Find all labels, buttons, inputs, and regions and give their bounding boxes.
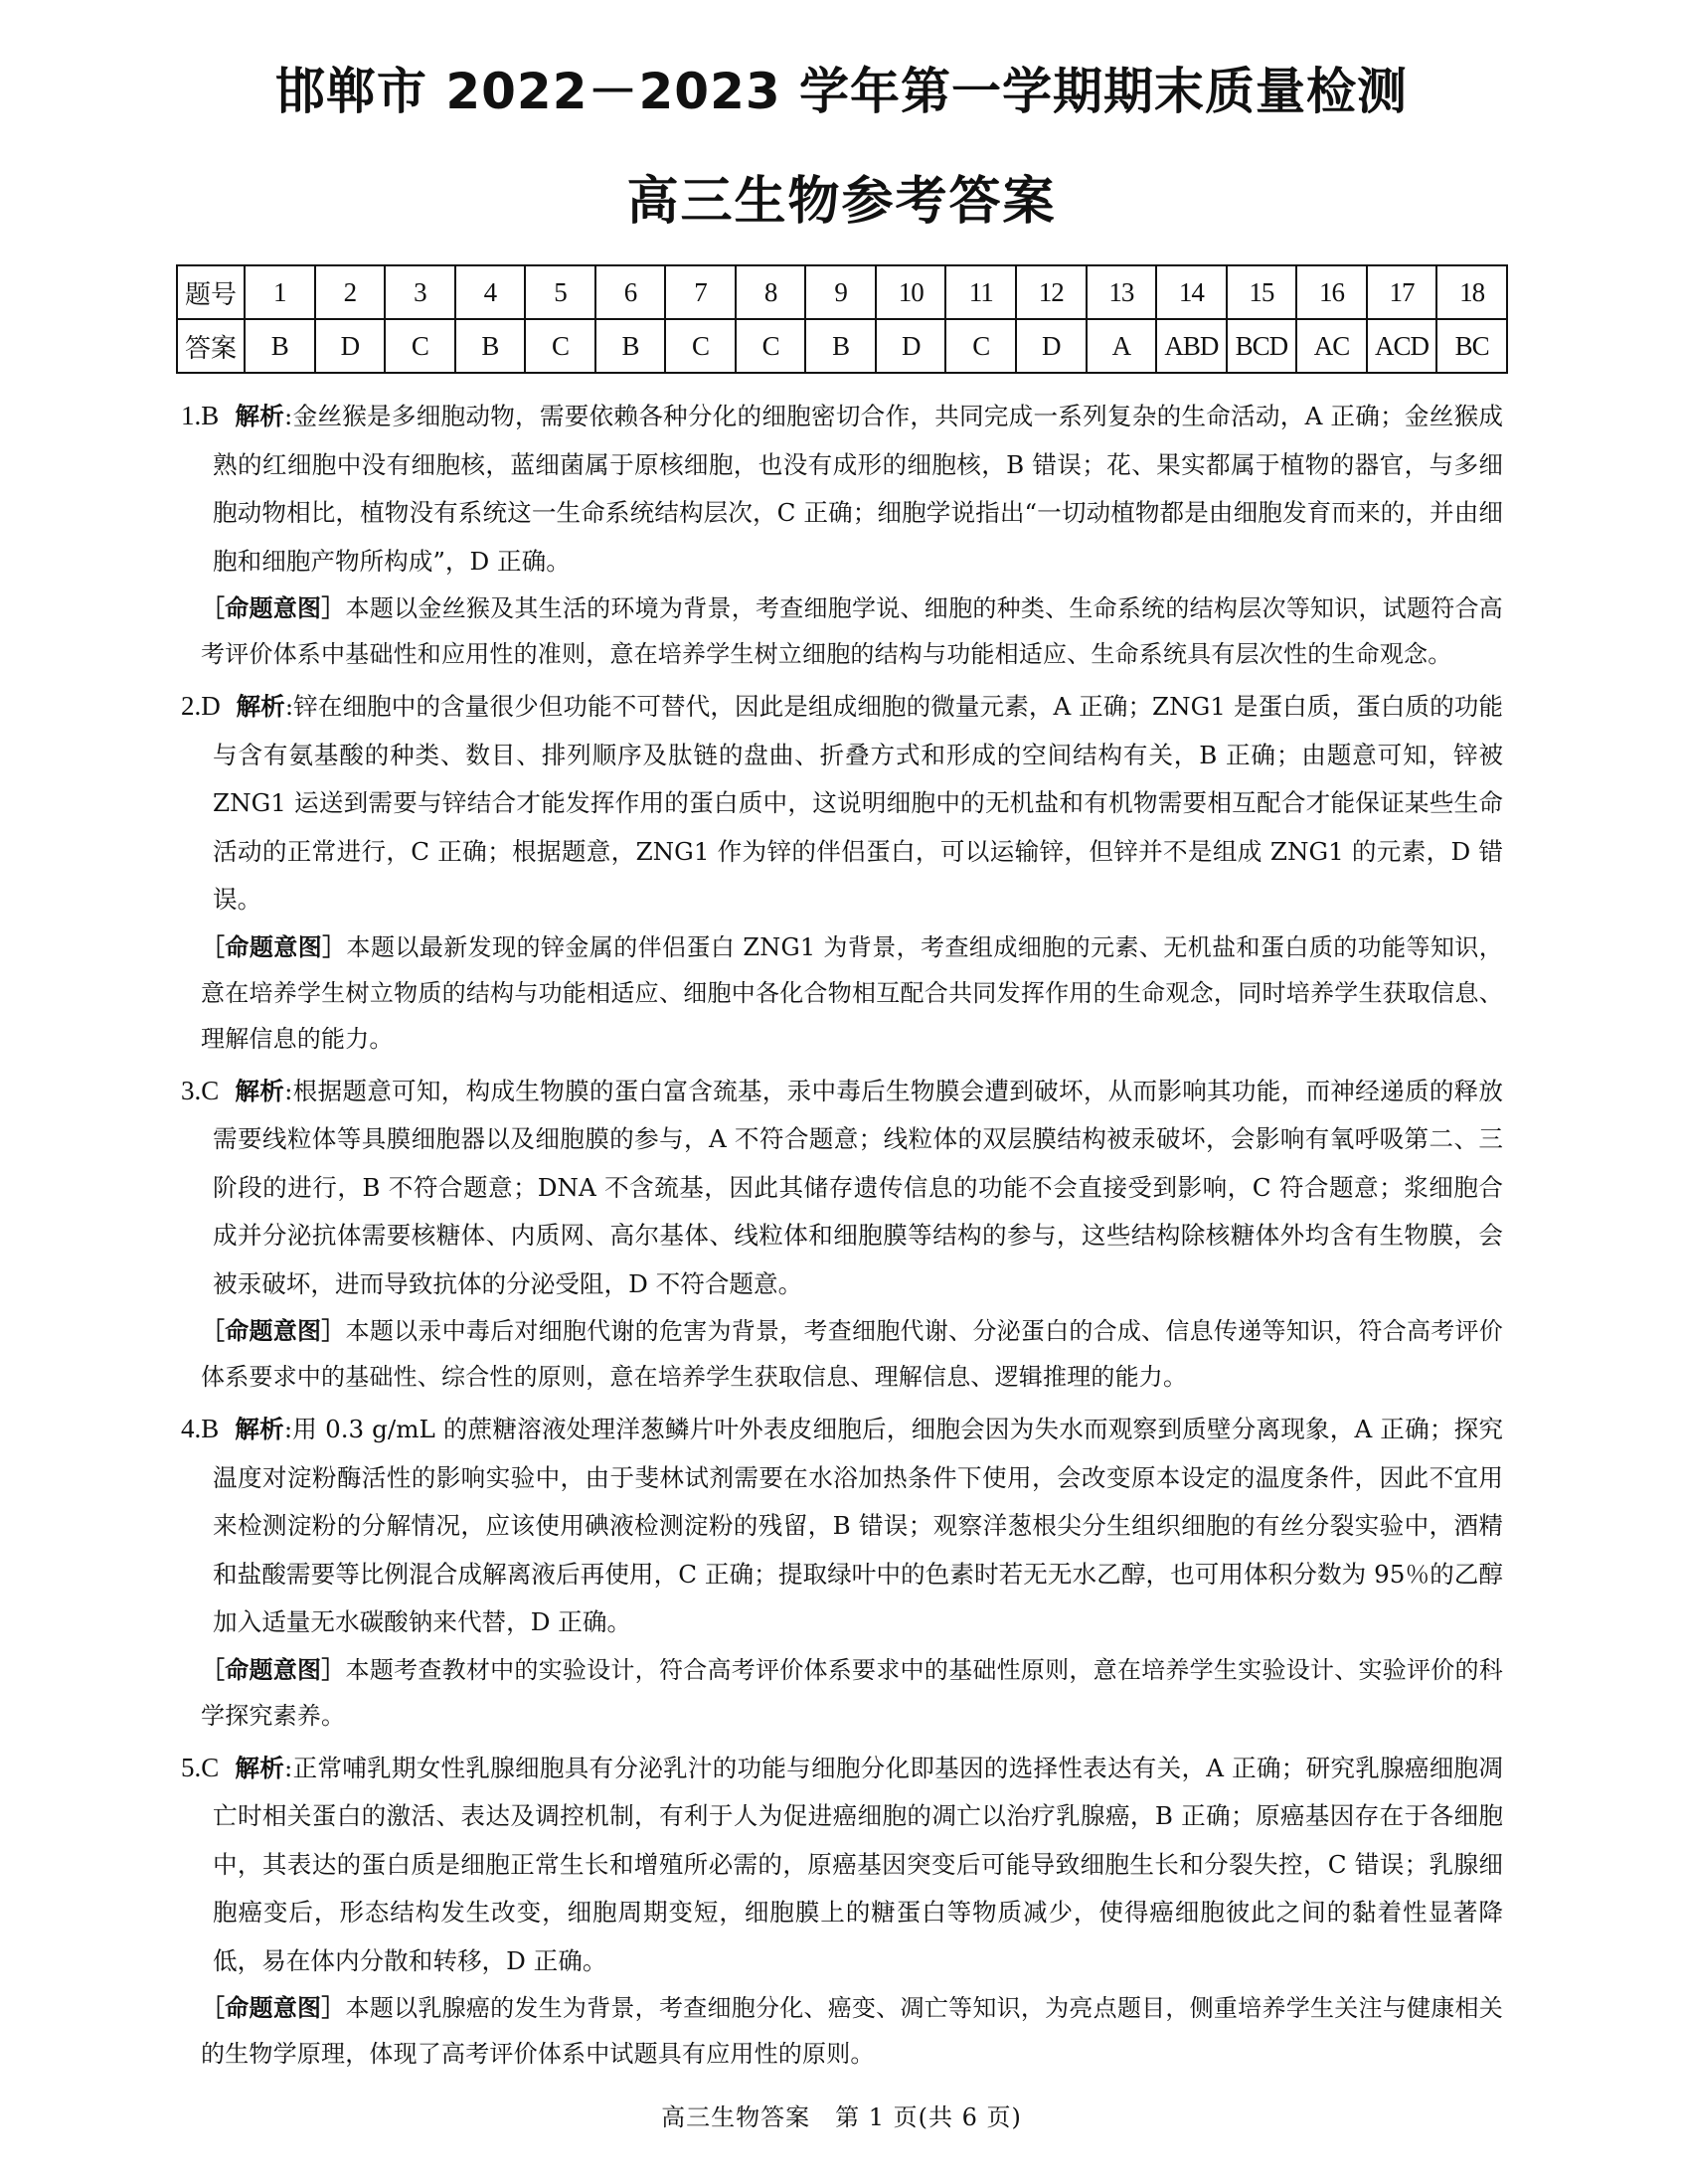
table-cell: C <box>525 319 595 373</box>
intent-body: 本题以金丝猴及其生活的环境为背景，考查细胞学说、细胞的种类、生命系统的结构层次等知识，试题符合高考评价体系中基础性和应用性的准则，意在培养学生树立细胞的结构与功能相适应、生命系统具有层次性的生命观念。 <box>201 594 1503 668</box>
question-number-row <box>177 265 1507 319</box>
intent-text <box>181 1647 1503 1739</box>
table-cell: 2 <box>315 265 386 319</box>
page-title: 邯郸市 2022－2023 学年第一学期期末质量检测 <box>274 63 1409 120</box>
analysis-label: 解析 <box>236 692 285 721</box>
answer-table <box>176 264 1508 374</box>
item-number: 4.B <box>181 1414 220 1443</box>
intent-body: 本题以汞中毒后对细胞代谢的危害为背景，考查细胞代谢、分泌蛋白的合成、信息传递等知识，符合高考评价体系要求中的基础性、综合性的原则，意在培养学生获取信息、理解信息、逻辑推理的能力。 <box>201 1317 1503 1391</box>
table-cell: 14 <box>1156 265 1227 319</box>
table-cell: 11 <box>945 265 1016 319</box>
table-cell: BCD <box>1227 319 1297 373</box>
table-cell: 12 <box>1016 265 1087 319</box>
table-cell: C <box>945 319 1016 373</box>
intent-text <box>181 924 1503 1062</box>
table-cell: 3 <box>385 265 455 319</box>
explanation-text <box>181 1744 1503 1986</box>
table-cell: 5 <box>525 265 595 319</box>
intent-label: ［命题意图］ <box>201 594 346 622</box>
table-cell: BC <box>1436 319 1507 373</box>
analysis-label: 解析 <box>235 402 285 430</box>
table-cell: D <box>315 319 386 373</box>
table-cell: 10 <box>876 265 946 319</box>
analysis-label: 解析 <box>235 1753 285 1782</box>
explanation-item <box>181 682 1503 1062</box>
item-number: 3.C <box>181 1075 220 1105</box>
table-cell: ABD <box>1156 319 1227 373</box>
table-cell: 13 <box>1087 265 1157 319</box>
table-cell: D <box>876 319 946 373</box>
table-cell: D <box>1016 319 1087 373</box>
table-cell: 9 <box>805 265 876 319</box>
intent-text <box>181 586 1503 677</box>
explanation-text <box>181 682 1503 924</box>
analysis-body: :金丝猴是多细胞动物，需要依赖各种分化的细胞密切合作，共同完成一系列复杂的生命活动，A 正确；金丝猴成熟的红细胞中没有细胞核，蓝细菌属于原核细胞，也没有成形的细胞核，B 错误；花、果实都属于植物的器官，与多细胞动物相比，植物没有系统这一生命系统结构层次，C 正确；细胞学说指出“一切动植物都是由细胞发育而来的，并由细胞和细胞产物所构成”，D 正确。 <box>213 402 1503 576</box>
table-cell: A <box>1087 319 1157 373</box>
table-cell: 17 <box>1367 265 1437 319</box>
row-label-answer: 答案 <box>177 319 245 373</box>
table-cell: 15 <box>1227 265 1297 319</box>
item-number: 2.D <box>181 691 221 721</box>
page-footer: 高三生物答案 第 1 页(共 6 页) <box>661 2103 1022 2131</box>
table-cell: B <box>805 319 876 373</box>
intent-text <box>181 1308 1503 1400</box>
intent-text <box>181 1985 1503 2077</box>
table-cell: C <box>385 319 455 373</box>
row-label-number: 题号 <box>177 265 245 319</box>
explanation-item <box>181 1067 1503 1401</box>
analysis-body: :用 0.3 g/mL 的蔗糖溶液处理洋葱鳞片叶外表皮细胞后，细胞会因为失水而观察到质壁分离现象，A 正确；探究温度对淀粉酶活性的影响实验中，由于斐林试剂需要在水浴加热条件下使用，会改变原本设定的温度条件，因此不宜用来检测淀粉的分解情况，应该使用碘液检测淀粉的残留，B 错误；观察洋葱根尖分生组织细胞的有丝分裂实验中，酒精和盐酸需要等比例混合成解离液后再使用，C 正确；提取绿叶中的色素时若无无水乙醇，也可用体积分数为 95％的乙醇加入适量无水碳酸钠来代替，D 正确。 <box>213 1415 1503 1636</box>
page-subtitle: 高三生物参考答案 <box>626 172 1057 232</box>
analysis-body: :正常哺乳期女性乳腺细胞具有分泌乳汁的功能与细胞分化即基因的选择性表达有关，A 正确；研究乳腺癌细胞凋亡时相关蛋白的激活、表达及调控机制，有利于人为促进癌细胞的凋亡以治疗乳腺癌，B 正确；原癌基因存在于各细胞中，其表达的蛋白质是细胞正常生长和增殖所必需的，原癌基因突变后可能导致细胞生长和分裂失控，C 错误；乳腺细胞癌变后，形态结构发生改变，细胞周期变短，细胞膜上的糖蛋白等物质减少，使得癌细胞彼此之间的黏着性显著降低，易在体内分散和转移，D 正确。 <box>213 1753 1503 1975</box>
table-cell: 7 <box>665 265 736 319</box>
table-cell: ACD <box>1367 319 1437 373</box>
intent-label: ［命题意图］ <box>201 932 347 961</box>
table-cell: 16 <box>1296 265 1367 319</box>
analysis-body: :根据题意可知，构成生物膜的蛋白富含巯基，汞中毒后生物膜会遭到破坏，从而影响其功能，而神经递质的释放需要线粒体等具膜细胞器以及细胞膜的参与，A 不符合题意；线粒体的双层膜结构被汞破坏，会影响有氧呼吸第二、三阶段的进行，B 不符合题意；DNA 不含巯基，因此其储存遗传信息的功能不会直接受到影响，C 符合题意；浆细胞合成并分泌抗体需要核糖体、内质网、高尔基体、线粒体和细胞膜等结构的参与，这些结构除核糖体外均含有生物膜，会被汞破坏，进而导致抗体的分泌受阻，D 不符合题意。 <box>213 1076 1503 1298</box>
table-cell: AC <box>1296 319 1367 373</box>
analysis-body: :锌在细胞中的含量很少但功能不可替代，因此是组成细胞的微量元素，A 正确；ZNG1 是蛋白质，蛋白质的功能与含有氨基酸的种类、数目、排列顺序及肽链的盘曲、折叠方式和形成的空间结构有关，B 正确；由题意可知，锌被 ZNG1 运送到需要与锌结合才能发挥作用的蛋白质中，这说明细胞中的无机盐和有机物需要相互配合才能保证某些生命活动的正常进行，C 正确；根据题意，ZNG1 作为锌的伴侣蛋白，可以运输锌，但锌并不是组成 ZNG1 的元素，D 错误。 <box>213 692 1503 914</box>
intent-label: ［命题意图］ <box>201 1655 346 1684</box>
table-cell: 1 <box>245 265 315 319</box>
table-cell: C <box>665 319 736 373</box>
table-cell: 6 <box>595 265 666 319</box>
item-number: 1.B <box>181 401 220 430</box>
explanation-item <box>181 1744 1503 2078</box>
table-cell: B <box>245 319 315 373</box>
explanation-item <box>181 1405 1503 1739</box>
explanation-item <box>181 392 1503 677</box>
intent-body: 本题以乳腺癌的发生为背景，考查细胞分化、癌变、凋亡等知识，为亮点题目，侧重培养学生关注与健康相关的生物学原理，体现了高考评价体系中试题具有应用性的原则。 <box>201 1994 1503 2068</box>
table-cell: B <box>455 319 526 373</box>
explanations <box>181 392 1503 2082</box>
intent-label: ［命题意图］ <box>201 1994 346 2022</box>
intent-body: 本题以最新发现的锌金属的伴侣蛋白 ZNG1 为背景，考查组成细胞的元素、无机盐和蛋白质的功能等知识，意在培养学生树立物质的结构与功能相适应、细胞中各化合物相互配合共同发挥作用的生命观念，同时培养学生获取信息、理解信息的能力。 <box>201 932 1503 1053</box>
analysis-label: 解析 <box>235 1415 284 1443</box>
explanation-text <box>181 1405 1503 1647</box>
table-cell: C <box>736 319 806 373</box>
table-cell: 18 <box>1436 265 1507 319</box>
intent-label: ［命题意图］ <box>201 1317 346 1345</box>
analysis-label: 解析 <box>235 1076 285 1105</box>
table-cell: 8 <box>736 265 806 319</box>
answer-row <box>177 319 1507 373</box>
table-cell: 4 <box>455 265 526 319</box>
item-number: 5.C <box>181 1752 220 1782</box>
table-cell: B <box>595 319 666 373</box>
explanation-text <box>181 392 1503 586</box>
explanation-text <box>181 1067 1503 1309</box>
intent-body: 本题考查教材中的实验设计，符合高考评价体系要求中的基础性原则，意在培养学生实验设计、实验评价的科学探究素养。 <box>201 1655 1503 1730</box>
